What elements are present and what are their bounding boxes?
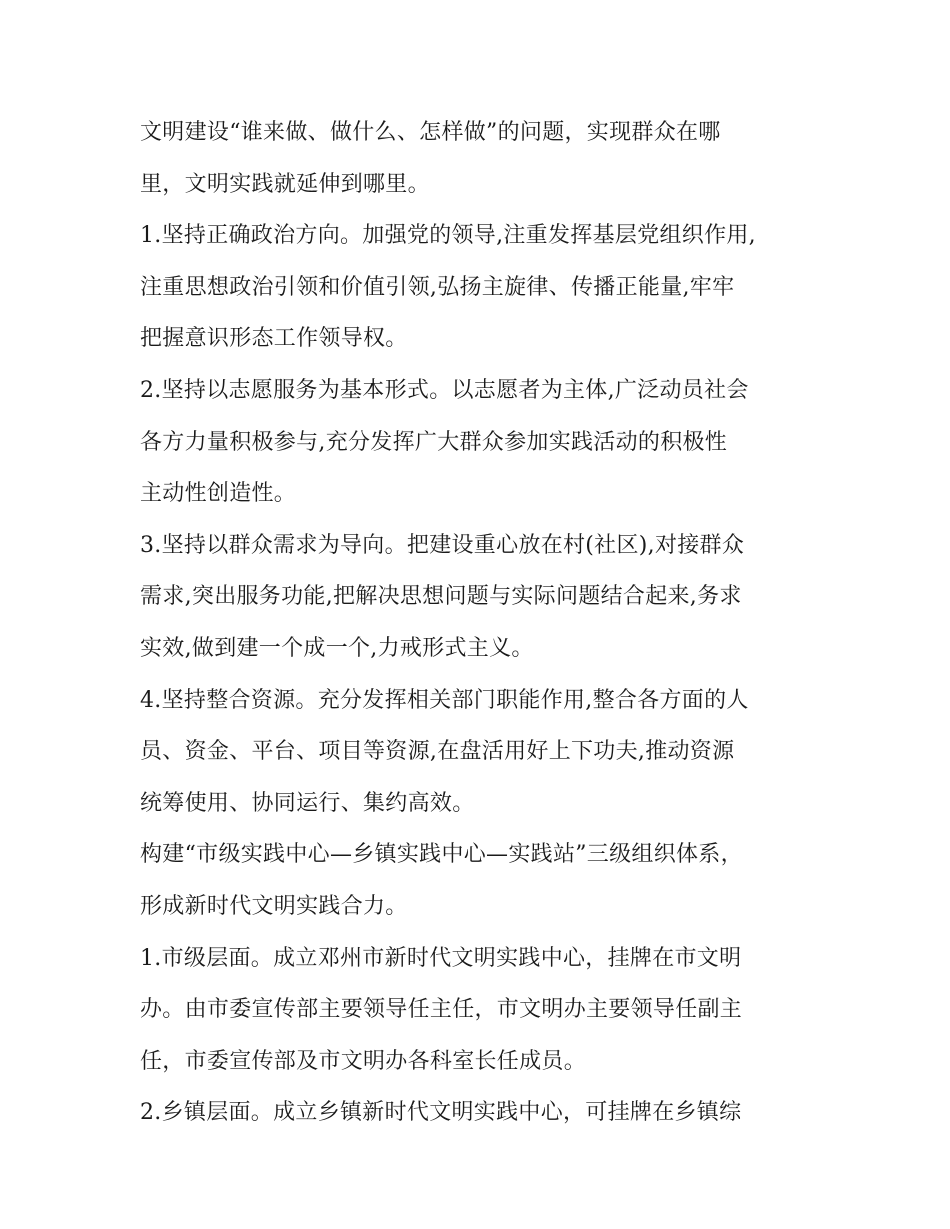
- text-line: 4.坚持整合资源。充分发挥相关部门职能作用,整合各方面的人: [140, 687, 749, 713]
- text-line: 办。由市委宣传部主要领导任主任，市文明办主要领导任副主: [140, 997, 743, 1023]
- text-line: 2.坚持以志愿服务为基本形式。以志愿者为主体,广泛动员社会: [140, 377, 749, 403]
- text-line: 1.市级层面。成立邓州市新时代文明实践中心，挂牌在市文明: [140, 945, 742, 971]
- text-line: 形成新时代文明实践合力。: [140, 893, 408, 919]
- text-line: 实效,做到建一个成一个,力戒形式主义。: [140, 635, 534, 661]
- document-body: [140, 107, 820, 1139]
- text-line: 2.乡镇层面。成立乡镇新时代文明实践中心，可挂牌在乡镇综: [140, 1100, 742, 1126]
- text-line: 文明建设“谁来做、做什么、怎样做”的问题，实现群众在哪: [140, 120, 721, 145]
- text-line: 里，文明实践就延伸到哪里。: [140, 171, 430, 197]
- text-line: 构建“市级实践中心—乡镇实践中心—实践站”三级组织体系，: [140, 842, 743, 868]
- text-line: 各方力量积极参与,充分发挥广大群众参加实践活动的积极性: [140, 429, 728, 455]
- text-line: 任，市委宣传部及市文明办各科室长任成员。: [140, 1048, 587, 1074]
- text-line: 注重思想政治引领和价值引领,弘扬主旋律、传播正能量,牢牢: [140, 274, 735, 300]
- text-line: 员、资金、平台、项目等资源,在盘活用好上下功夫,推动资源: [140, 739, 735, 765]
- text-line: 1.坚持正确政治方向。加强党的领导,注重发挥基层党组织作用,: [140, 223, 756, 249]
- text-line: 主动性创造性。: [140, 481, 297, 507]
- text-line: 统筹使用、协同运行、集约高效。: [140, 790, 475, 816]
- text-line: 3.坚持以群众需求为导向。把建设重心放在村(社区),对接群众: [140, 532, 745, 558]
- text-line: 把握意识形态工作领导权。: [140, 326, 408, 352]
- text-line: 需求,突出服务功能,把解决思想问题与实际问题结合起来,务求: [140, 584, 742, 610]
